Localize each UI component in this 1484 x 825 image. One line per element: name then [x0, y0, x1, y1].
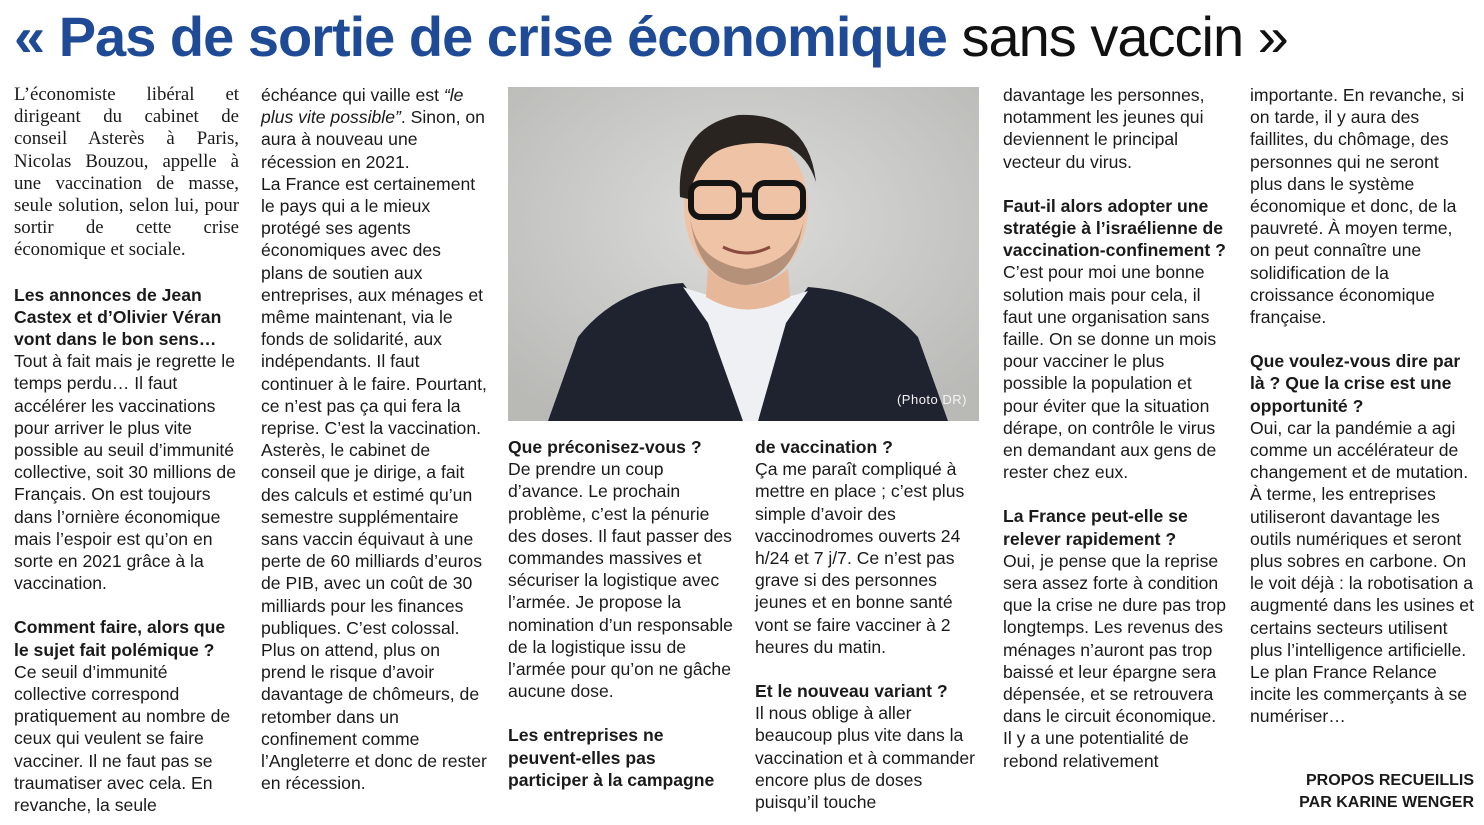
answer-continued-start: échéance qui vaille est: [261, 85, 444, 105]
question-comment-faire: Comment faire, alors que le sujet fait polémique ?: [14, 617, 226, 660]
byline: [1299, 770, 1474, 814]
column-1: [14, 84, 239, 816]
headline-bold: « Pas de sortie de crise économique: [14, 5, 947, 68]
byline-line-2: PAR KARINE WENGER: [1299, 794, 1474, 811]
answer-opportunite: Oui, car la pandémie a agi comme un accélérateur de changement et de mutation. À terme, les entreprises utiliseront davantage les outils numériques et seront plus sobres en carbone. On le voit déjà : la robotisation a augmenté dans les usines et certains secteurs utilisent plus l’intelligence artificielle. Le plan France Relance incite les commerçants à se numériser…: [1250, 417, 1474, 727]
answer-entreprises: Ça me paraît compliqué à mettre en place ; c’est plus simple d’avoir des vaccinodromes ouverts 24 h/24 et 7 j/7. Ce n’est pas grave si des personnes jeunes et en bonne santé vont se faire vacciner à 2 heures du matin.: [755, 459, 965, 657]
answer-relever-continued: importante. En revanche, si on tarde, il y aura des faillites, du chômage, des personnes qui ne seront plus dans le système économique et donc, de la pauvreté. À moyen terme, on peut connaître une solidification de la croissance économique française.: [1250, 85, 1465, 328]
photo-credit: (Photo DR): [896, 392, 967, 407]
portrait-photo: [508, 87, 979, 421]
answer-comment-faire: Ce seuil d’immunité collective correspond pratiquement au nombre de ceux qui veulent se faire vacciner. Il ne faut pas se traumatiser avec cela. En revanche, la seule: [14, 661, 231, 816]
answer-france-paragraph: La France est certainement le pays qui a le mieux protégé ses agents économiques avec des plans de soutien aux entreprises, aux ménages et même maintenant, via le fonds de solidarité, aux indépendants. Il faut continuer à le faire. Pourtant, ce n’est pas ça qui fera la reprise. C’est la vaccination. Asterès, le cabinet de conseil que je dirige, a fait des calculs et estimé qu’un semestre supplémentaire sans vaccin équivaut à une perte de 60 milliards d’euros de PIB, avec un coût de 30 milliards pour les finances publiques. C’est colossal. Plus on attend, plus on prend le risque d’avoir davantage de chômeurs, de retomber dans un confinement comme l’Angleterre et donc de rester en récession.: [261, 173, 487, 794]
question-entreprises-end: de vaccination ?: [755, 437, 893, 457]
answer-continued-end: . Sinon, on aura à nouveau une récession en 2021.: [261, 107, 485, 172]
column-5: [1003, 84, 1229, 772]
answer-preconisez: De prendre un coup d’avance. Le prochain problème, c’est la pénurie des doses. Il faut passer des commandes massives et sécuriser la logistique avec l’armée. Je propose la nomination d’un responsable de la logistique issu de l’armée pour qu’on ne gâche aucune dose.: [508, 459, 733, 702]
answer-france-relever: Oui, je pense que la reprise sera assez forte à condition que la crise ne dure pas trop longtemps. Les revenus des ménages n’auront pas trop baissé et leur épargne sera dépensée, et se retrouvera dans le circuit économique. Il y a une potentialité de rebond relativement: [1003, 550, 1226, 771]
question-preconisez: Que préconisez-vous ?: [508, 437, 702, 457]
question-entreprises: Les entreprises ne peuvent-elles pas participer à la campagne: [508, 725, 715, 790]
question-variant: Et le nouveau variant ?: [755, 681, 948, 702]
question-strategie: Faut-il alors adopter une stratégie à l’israélienne de vaccination-confinement ?: [1003, 195, 1226, 261]
answer-strategie: C’est pour moi une bonne solution mais pour cela, il faut une organisation sans faille. On se donne un mois pour vacciner le plus possible la population et pour éviter que la situation dérape, on contrôle le virus en demandant aux gens de rester chez eux.: [1003, 262, 1217, 483]
headline: [14, 2, 1474, 72]
column-2: [261, 84, 487, 795]
answer-variant: Il nous oblige à aller beaucoup plus vite dans la vaccination et à commander encore plus de doses puisqu’il touche: [755, 703, 976, 813]
question-france-relever: La France peut-elle se relever rapidement ?: [1003, 506, 1188, 549]
column-6: [1250, 84, 1475, 728]
answer-continued-quote: “le plus vite possible”: [261, 85, 464, 128]
answer-variant-continued: davantage les personnes, notamment les jeunes qui deviennent le principal vecteur du virus.: [1003, 85, 1205, 172]
question-annonces: Les annonces de Jean Castex et d’Olivier Véran vont dans le bon sens…: [14, 284, 222, 350]
intro-paragraph: L’économiste libéral et dirigeant du cabinet de conseil Asterès à Paris, Nicolas Bouzou, appelle à une vaccination de masse, seule solution, selon lui, pour sortir de cette crise économique et sociale.: [14, 84, 239, 261]
column-4: [755, 436, 981, 813]
headline-light: sans vaccin »: [946, 5, 1288, 68]
column-3: [508, 436, 734, 791]
byline-line-1: PROPOS RECUEILLIS: [1305, 772, 1474, 789]
portrait-illustration: [508, 87, 979, 421]
answer-annonces: Tout à fait mais je regrette le temps perdu… Il faut accélérer les vaccinations pour arriver le plus vite possible au seuil d’immunité collective, soit 30 millions de Français. On est toujours dans l’ornière économique mais l’espoir est qu’on en sorte en 2021 grâce à la vaccination.: [14, 351, 236, 594]
question-opportunite: Que voulez-vous dire par là ? Que la crise est une opportunité ?: [1250, 351, 1461, 416]
answer-continued: [261, 84, 487, 173]
